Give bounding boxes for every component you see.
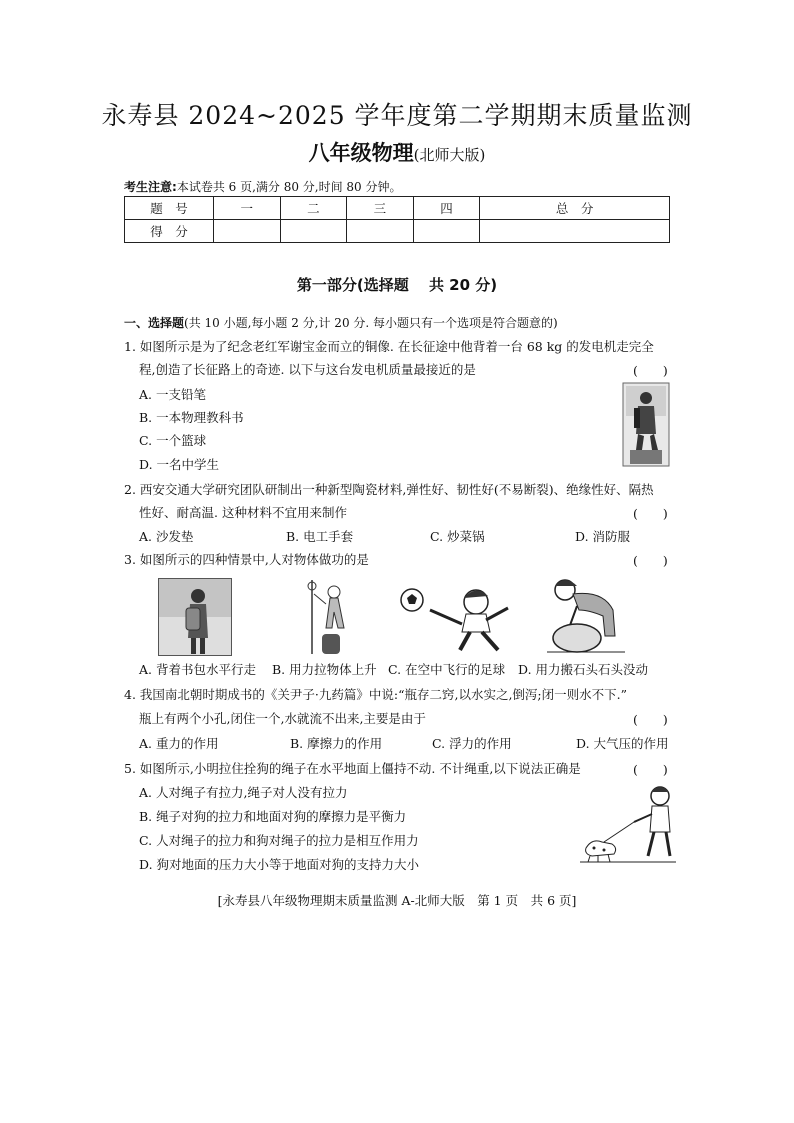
- rock-image: [543, 576, 629, 656]
- q1-line2: 程,创造了长征路上的奇迹. 以下与这台发电机质量最接近的是: [139, 362, 476, 377]
- score-table: [124, 196, 670, 243]
- q3-option-b: B. 用力拉物体上升: [272, 662, 377, 677]
- pulley-image: [300, 578, 358, 656]
- soccer-image: [400, 580, 518, 656]
- score-cell-3[interactable]: [347, 220, 414, 243]
- q3-line1: 3. 如图所示的四种情景中,人对物体做功的是: [124, 552, 369, 567]
- statue-image: [622, 382, 670, 467]
- score-col-4: 四: [413, 197, 480, 220]
- q2-option-b: B. 电工手套: [286, 529, 354, 544]
- q2-option-a: A. 沙发垫: [139, 529, 194, 544]
- score-cell-4[interactable]: [413, 220, 480, 243]
- edition-label: (北师大版): [413, 146, 486, 164]
- score-table-header-row: [125, 197, 670, 220]
- q5-option-d: D. 狗对地面的压力大小等于地面对狗的支持力大小: [139, 857, 420, 872]
- q3-option-d: D. 用力搬石头石头没动: [518, 662, 649, 677]
- q5-option-a: A. 人对绳子有拉力,绳子对人没有拉力: [139, 785, 348, 800]
- score-table-score-row: [125, 220, 670, 243]
- q5-option-b: B. 绳子对狗的拉力和地面对狗的摩擦力是平衡力: [139, 809, 407, 824]
- q2-line1: 2. 西安交通大学研究团队研制出一种新型陶瓷材料,弹性好、韧性好(不易断裂)、绝缘性好、隔热: [124, 482, 654, 497]
- q3-answer-paren[interactable]: ( ): [633, 553, 668, 568]
- section-heading: [124, 314, 558, 331]
- notice-label: 考生注意:: [124, 180, 177, 194]
- subject-name: 八年级物理: [308, 141, 414, 165]
- q1-answer-paren[interactable]: ( ): [633, 363, 668, 378]
- q1-option-b: B. 一本物理教科书: [139, 410, 244, 425]
- exam-subtitle: [0, 137, 794, 167]
- q4-line2: 瓶上有两个小孔,闭住一个,水就流不出来,主要是由于: [139, 711, 426, 726]
- q2-line2: 性好、耐高温. 这种材料不宜用来制作: [139, 505, 347, 520]
- q1-option-a: A. 一支铅笔: [139, 387, 206, 402]
- q2-answer-paren[interactable]: ( ): [633, 506, 668, 521]
- score-col-total: 总 分: [480, 197, 670, 220]
- q5-option-c: C. 人对绳子的拉力和狗对绳子的拉力是相互作用力: [139, 833, 419, 848]
- q4-option-d: D. 大气压的作用: [576, 736, 669, 751]
- page-footer: [永寿县八年级物理期末质量监测 A-北师大版 第 1 页 共 6 页]: [217, 893, 577, 908]
- q4-option-b: B. 摩擦力的作用: [290, 736, 383, 751]
- q3-option-a: A. 背着书包水平行走: [139, 662, 256, 677]
- dog-walker-image: [578, 782, 678, 864]
- q2-option-d: D. 消防服: [575, 529, 631, 544]
- q1-option-d: D. 一名中学生: [139, 457, 220, 472]
- score-col-1: 一: [214, 197, 281, 220]
- q3-option-c: C. 在空中飞行的足球: [388, 662, 506, 677]
- section-note: (共 10 小题,每小题 2 分,计 20 分. 每小题只有一个选项是符合题意的): [184, 316, 558, 330]
- q4-answer-paren[interactable]: ( ): [633, 712, 668, 727]
- q4-line1: 4. 我国南北朝时期成书的《关尹子·九药篇》中说:“瓶存二窍,以水实之,倒泻;闭一则水不下.”: [124, 687, 627, 702]
- score-row-label-2: 得 分: [125, 220, 214, 243]
- score-col-3: 三: [347, 197, 414, 220]
- score-row-label: 题 号: [125, 197, 214, 220]
- section-label: 一、选择题: [124, 316, 185, 330]
- q5-line1: 5. 如图所示,小明拉住拴狗的绳子在水平地面上僵持不动. 不计绳重,以下说法正确是: [124, 761, 581, 776]
- exam-notice: [124, 178, 402, 195]
- exam-title: 永寿县 2024~2025 学年度第二学期期末质量监测: [101, 101, 693, 130]
- score-cell-2[interactable]: [280, 220, 347, 243]
- q1-option-c: C. 一个篮球: [139, 433, 207, 448]
- backpack-image: [158, 578, 232, 656]
- score-cell-1[interactable]: [214, 220, 281, 243]
- notice-text: 本试卷共 6 页,满分 80 分,时间 80 分钟。: [176, 180, 402, 194]
- part1-title: 第一部分(选择题 共 20 分): [296, 276, 498, 294]
- score-cell-total[interactable]: [480, 220, 670, 243]
- q4-option-c: C. 浮力的作用: [432, 736, 512, 751]
- score-col-2: 二: [280, 197, 347, 220]
- q5-answer-paren[interactable]: ( ): [633, 762, 668, 777]
- q2-option-c: C. 炒菜锅: [430, 529, 485, 544]
- q4-option-a: A. 重力的作用: [139, 736, 219, 751]
- q1-line1: 1. 如图所示是为了纪念老红军谢宝金而立的铜像. 在长征途中他背着一台 68 kg 的发电机走完全: [124, 339, 654, 354]
